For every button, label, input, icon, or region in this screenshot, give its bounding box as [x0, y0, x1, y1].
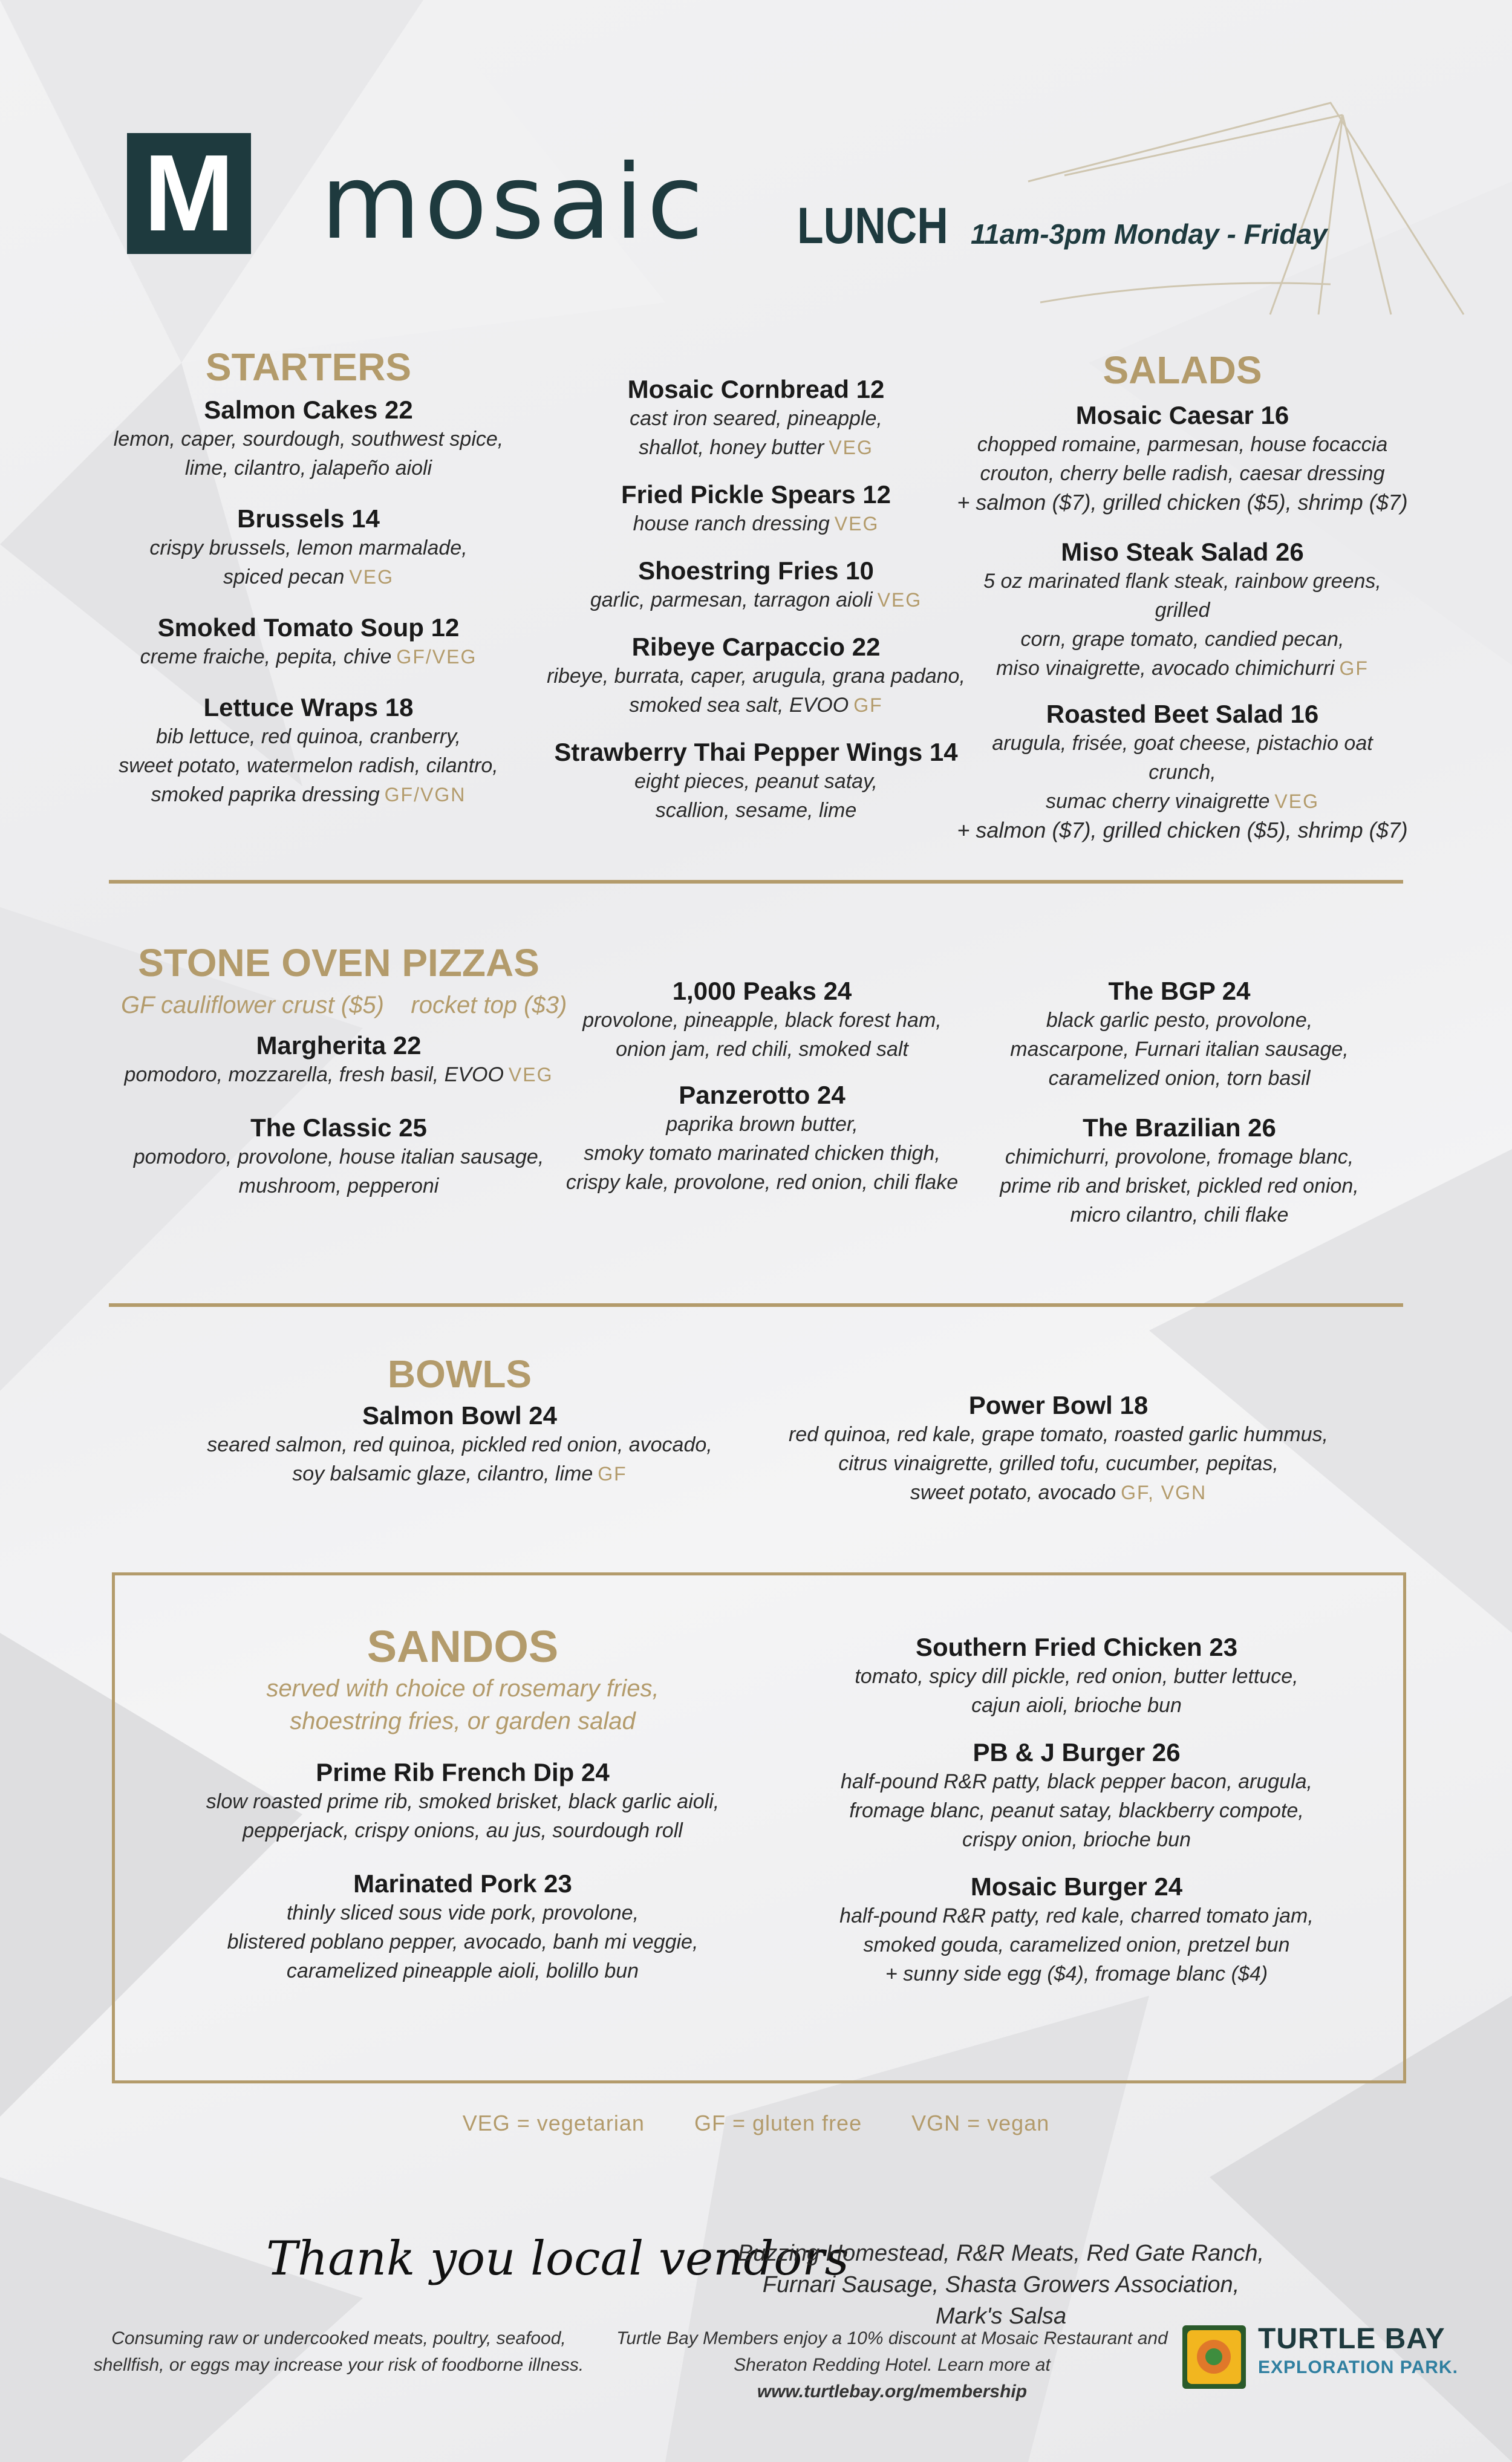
diet-tag: VEG: [834, 513, 879, 535]
section-title-starters: STARTERS: [205, 345, 412, 389]
diet-tag: GF, VGN: [1121, 1482, 1207, 1503]
diet-tag: VEG: [349, 566, 394, 588]
menu-title: LUNCH: [797, 197, 948, 254]
item-desc: caramelized pineapple aioli, bolillo bun: [286, 1959, 639, 1982]
item-addons: + salmon ($7), grilled chicken ($5), shrimp ($7): [957, 490, 1408, 515]
item-desc: onion jam, red chili, smoked salt: [616, 1038, 908, 1061]
menu-item: [544, 556, 968, 614]
diet-tag: GF: [598, 1463, 627, 1485]
section-title-bowls: BOWLS: [387, 1352, 532, 1396]
sandos-note: shoestring fries, or garden salad: [290, 1708, 636, 1734]
menu-item: [956, 700, 1409, 845]
menu-item: [121, 1031, 556, 1089]
item-desc: fromage blanc, peanut satay, blackberry compote,: [849, 1799, 1304, 1822]
item-desc: sweet potato, watermelon radish, cilantro,: [119, 754, 498, 777]
item-name: Shoestring Fries 10: [638, 556, 874, 585]
warning-line: Consuming raw or undercooked meats, poultry, seafood,: [111, 2328, 566, 2348]
hours: 11am-3pm Monday - Friday: [971, 218, 1328, 250]
section-title-pizzas: STONE OVEN PIZZAS: [138, 941, 539, 985]
vendor-line: Buzzing Homestead, R&R Meats, Red Gate Ranch,: [737, 2241, 1265, 2266]
item-desc: soy balsamic glaze, cilantro, lime: [292, 1462, 593, 1485]
item-desc: micro cilantro, chili flake: [1070, 1203, 1289, 1226]
bowls-column-left: [200, 1352, 720, 1488]
menu-item: [544, 738, 968, 825]
brand-name: mosaic: [321, 143, 708, 262]
item-desc: provolone, pineapple, black forest ham,: [582, 1009, 942, 1032]
pizzas-column-middle: [556, 977, 968, 1197]
item-name: Mosaic Caesar 16: [1075, 401, 1289, 429]
section-divider: [109, 880, 1403, 884]
sandos-note: served with choice of rosemary fries,: [266, 1675, 659, 1702]
item-desc: ribeye, burrata, caper, arugula, grana padano,: [547, 665, 965, 688]
item-desc: smoked sea salt, EVOO: [629, 694, 849, 717]
item-desc: garlic, parmesan, tarragon aioli: [590, 588, 873, 611]
turtle-bay-logo-icon: [1182, 2325, 1246, 2389]
menu-item: [968, 1113, 1391, 1229]
item-name: Ribeye Carpaccio 22: [631, 633, 881, 661]
item-name: The BGP 24: [1108, 977, 1251, 1005]
item-name: Mosaic Burger 24: [970, 1872, 1183, 1901]
item-name: Smoked Tomato Soup 12: [157, 613, 460, 642]
membership-link[interactable]: www.turtlebay.org/membership: [757, 2382, 1028, 2402]
menu-item: [556, 977, 968, 1064]
vendor-line: Furnari Sausage, Shasta Growers Association, Mark's Salsa: [762, 2272, 1240, 2329]
item-name: Fried Pickle Spears 12: [621, 480, 891, 509]
item-desc: smoked gouda, caramelized onion, pretzel bun: [863, 1933, 1290, 1956]
item-name: Prime Rib French Dip 24: [316, 1758, 610, 1786]
item-desc: tomato, spicy dill pickle, red onion, butter lettuce,: [855, 1665, 1299, 1688]
item-name: Roasted Beet Salad 16: [1046, 700, 1319, 728]
item-desc: smoky tomato marinated chicken thigh,: [584, 1142, 940, 1165]
item-desc: creme fraiche, pepita, chive: [140, 645, 392, 668]
item-desc: miso vinaigrette, avocado chimichurri: [996, 657, 1335, 680]
item-desc: seared salmon, red quinoa, pickled red onion, avocado,: [207, 1433, 712, 1456]
item-desc: 5 oz marinated flank steak, rainbow greens, grilled: [983, 570, 1381, 622]
diet-tag: GF: [1339, 657, 1369, 679]
menu-item: [103, 396, 514, 483]
diet-legend: [363, 2111, 1149, 2136]
item-name: The Classic 25: [250, 1113, 427, 1142]
legend-vgn: VGN = vegan: [911, 2111, 1050, 2135]
item-desc: house ranch dressing: [633, 512, 830, 535]
item-desc: pomodoro, mozzarella, fresh basil, EVOO: [124, 1063, 504, 1086]
membership-note: [605, 2325, 1179, 2405]
item-desc: caramelized onion, torn basil: [1048, 1067, 1311, 1090]
menu-item: [956, 538, 1409, 683]
item-desc: pepperjack, crispy onions, au jus, sourdough roll: [243, 1819, 683, 1842]
item-name: Strawberry Thai Pepper Wings 14: [554, 738, 958, 766]
pizza-options: GF cauliflower crust ($5) rocket top ($3): [121, 992, 567, 1018]
item-desc: eight pieces, peanut satay,: [634, 770, 878, 793]
item-desc: prime rib and brisket, pickled red onion,: [1000, 1174, 1359, 1197]
item-name: Salmon Cakes 22: [204, 396, 413, 424]
menu-item: [181, 1758, 744, 1845]
sandos-column-right: [786, 1633, 1367, 1988]
item-desc: scallion, sesame, lime: [655, 799, 857, 822]
item-desc: black garlic pesto, provolone,: [1046, 1009, 1313, 1032]
item-name: Miso Steak Salad 26: [1061, 538, 1304, 566]
item-desc: sumac cherry vinaigrette: [1046, 790, 1270, 813]
menu-item: [786, 1738, 1367, 1854]
diet-tag: GF/VEG: [396, 646, 477, 668]
menu-item: [956, 401, 1409, 517]
diet-tag: VEG: [829, 437, 873, 458]
salads-column: [956, 348, 1409, 845]
health-warning: [79, 2325, 599, 2379]
item-desc: mascarpone, Furnari italian sausage,: [1010, 1038, 1349, 1061]
menu-item: [786, 1872, 1367, 1988]
item-name: Panzerotto 24: [679, 1081, 846, 1109]
thanks-heading: Thank you local vendors: [266, 2232, 849, 2286]
menu-item: [544, 480, 968, 538]
item-desc: bib lettuce, red quinoa, cranberry,: [156, 725, 461, 748]
logo-mark: M: [127, 133, 251, 254]
menu-item: [181, 1869, 744, 1985]
warning-line: shellfish, or eggs may increase your risk of foodborne illness.: [93, 2355, 584, 2375]
pizzas-column-left: [121, 940, 567, 1200]
item-desc: shallot, honey butter: [639, 436, 824, 459]
diet-tag: VEG: [508, 1064, 553, 1086]
item-name: Salmon Bowl 24: [362, 1401, 558, 1430]
item-desc: crouton, cherry belle radish, caesar dressing: [980, 462, 1385, 485]
item-desc: crispy kale, provolone, red onion, chili flake: [565, 1171, 959, 1194]
item-desc: lime, cilantro, jalapeño aioli: [184, 457, 432, 480]
item-name: Lettuce Wraps 18: [203, 693, 414, 721]
member-line: Sheraton Redding Hotel. Learn more at: [734, 2355, 1051, 2375]
vendor-list: [735, 2238, 1267, 2332]
section-divider: [109, 1303, 1403, 1307]
item-desc: paprika brown butter,: [666, 1113, 858, 1136]
starters-column: [103, 345, 514, 809]
item-name: Brussels 14: [237, 504, 380, 533]
item-desc: crispy onion, brioche bun: [962, 1828, 1191, 1851]
item-desc: spiced pecan: [223, 565, 345, 588]
item-desc: smoked paprika dressing: [151, 783, 380, 806]
section-title-sandos: SANDOS: [367, 1621, 559, 1672]
item-name: Margherita 22: [256, 1031, 422, 1060]
item-desc: mushroom, pepperoni: [238, 1174, 439, 1197]
menu-item: [121, 1113, 556, 1200]
partner-name: TURTLE BAY: [1258, 2323, 1445, 2355]
item-desc: corn, grape tomato, candied pecan,: [1020, 628, 1344, 651]
item-desc: chopped romaine, parmesan, house focaccia: [977, 433, 1388, 456]
sandos-column-left: [181, 1621, 744, 1985]
item-desc: lemon, caper, sourdough, southwest spice,: [113, 428, 504, 451]
item-name: Mosaic Cornbread 12: [627, 375, 885, 403]
item-desc: thinly sliced sous vide pork, provolone,: [286, 1901, 639, 1924]
item-name: 1,000 Peaks 24: [672, 977, 852, 1005]
item-desc: half-pound R&R patty, black pepper bacon, arugula,: [841, 1770, 1312, 1793]
diet-tag: VEG: [877, 589, 922, 611]
item-name: Power Bowl 18: [968, 1391, 1149, 1419]
menu-item: [786, 1633, 1367, 1720]
item-desc: arugula, frisée, goat cheese, pistachio oat crunch,: [992, 732, 1373, 784]
menu-item: [544, 633, 968, 720]
item-name: Marinated Pork 23: [353, 1869, 572, 1898]
menu-item: [968, 977, 1391, 1093]
menu-item: [103, 504, 514, 591]
item-desc: citrus vinaigrette, grilled tofu, cucumber, pepitas,: [838, 1452, 1279, 1475]
item-addons: + sunny side egg ($4), fromage blanc ($4): [885, 1962, 1268, 1985]
item-desc: red quinoa, red kale, grape tomato, roasted garlic hummus,: [788, 1423, 1329, 1446]
item-addons: + salmon ($7), grilled chicken ($5), shrimp ($7): [957, 818, 1408, 842]
item-desc: chimichurri, provolone, fromage blanc,: [1005, 1145, 1354, 1168]
diet-tag: VEG: [1274, 790, 1319, 812]
item-desc: blistered poblano pepper, avocado, banh mi veggie,: [227, 1930, 699, 1953]
bowls-column-right: [786, 1391, 1331, 1507]
member-line: Turtle Bay Members enjoy a 10% discount at Mosaic Restaurant and: [616, 2328, 1168, 2348]
diet-tag: GF: [853, 694, 883, 716]
item-desc: crispy brussels, lemon marmalade,: [149, 536, 468, 559]
item-desc: cast iron seared, pineapple,: [630, 407, 882, 430]
menu-item: [103, 613, 514, 671]
diet-tag: GF/VGN: [384, 784, 466, 806]
item-name: Southern Fried Chicken 23: [915, 1633, 1238, 1661]
item-desc: sweet potato, avocado: [910, 1481, 1116, 1504]
legend-gf: GF = gluten free: [694, 2111, 862, 2135]
legend-veg: VEG = vegetarian: [462, 2111, 645, 2135]
item-name: The Brazilian 26: [1083, 1113, 1276, 1142]
menu-item: [200, 1401, 720, 1488]
item-desc: cajun aioli, brioche bun: [971, 1694, 1182, 1717]
menu-item: [786, 1391, 1331, 1507]
item-desc: pomodoro, provolone, house italian sausage,: [133, 1145, 544, 1168]
item-desc: half-pound R&R patty, red kale, charred tomato jam,: [839, 1904, 1314, 1927]
starters-middle-column: [544, 375, 968, 825]
pizzas-column-right: [968, 977, 1391, 1229]
item-name: PB & J Burger 26: [973, 1738, 1181, 1767]
menu-item: [103, 693, 514, 809]
section-title-salads: SALADS: [1103, 348, 1262, 392]
item-desc: slow roasted prime rib, smoked brisket, black garlic aioli,: [206, 1790, 720, 1813]
menu-item: [544, 375, 968, 462]
partner-subtitle: EXPLORATION PARK.: [1258, 2357, 1458, 2377]
menu-item: [556, 1081, 968, 1197]
